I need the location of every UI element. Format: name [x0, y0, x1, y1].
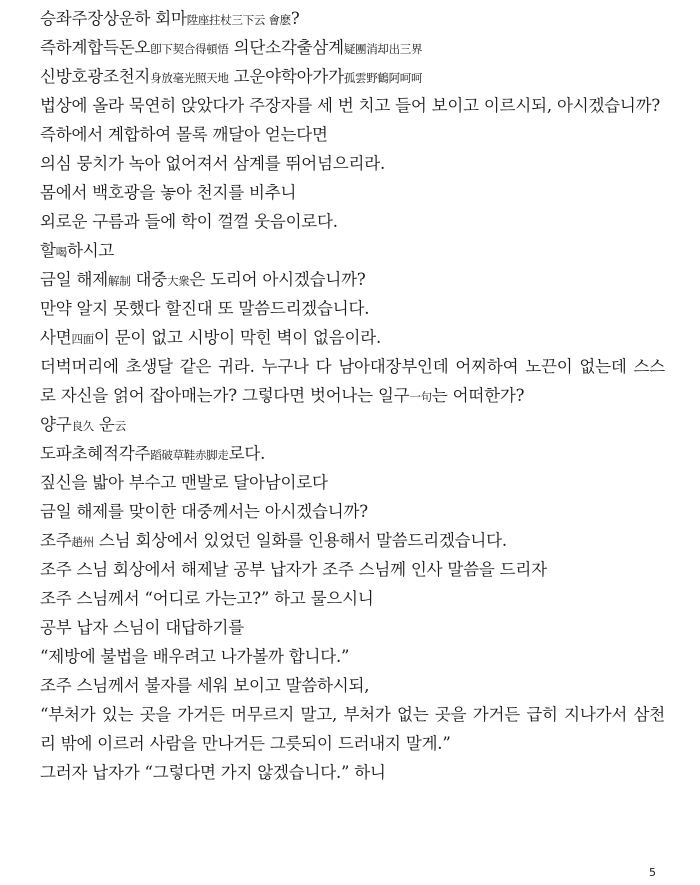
line-text: 짚신을 밟아 부수고 맨발로 달아남이로다 [40, 473, 328, 492]
line-text: 즉하계합득돈오 [40, 38, 151, 57]
document-body [40, 4, 665, 787]
line-text: 조주 스님께서 “어디로 가는고?” 하고 물으시니 [40, 589, 374, 608]
text-line [40, 497, 665, 526]
line-text: 할 [40, 241, 56, 260]
line-text: 신방호광조천지 [40, 67, 151, 86]
line-text: 금일 해제 [40, 270, 109, 289]
line-text: 은 도리어 아시겠습니까? [189, 270, 366, 289]
text-line [40, 584, 665, 613]
text-line [40, 265, 665, 294]
line-text: 금일 해제를 맞이한 대중께서는 아시겠습니까? [40, 502, 368, 521]
text-line [40, 439, 665, 468]
text-line [40, 294, 665, 323]
line-text: 대중 [130, 270, 167, 289]
text-line [40, 149, 665, 178]
text-line [40, 613, 665, 642]
hanja-annotation: 云 [114, 419, 126, 433]
line-text: “제방에 불법을 배우려고 나가볼까 합니다.” [40, 647, 350, 666]
hanja-annotation: 趙州 [71, 535, 94, 549]
hanja-annotation: 喝 [55, 245, 67, 259]
text-line [40, 323, 665, 352]
line-text: 조주 스님께서 불자를 세워 보이고 말씀하시되, [40, 676, 370, 695]
text-line [40, 207, 665, 236]
text-line [40, 642, 665, 671]
line-text: 하시고 [66, 241, 115, 260]
text-line [40, 381, 665, 410]
text-line [40, 758, 665, 787]
text-line [40, 700, 665, 729]
line-text: 승좌주장상운하 회마 [40, 9, 187, 28]
hanja-annotation: 身放毫光照天地 [150, 71, 229, 85]
line-text: 고운야학아가가 [228, 67, 344, 86]
hanja-annotation: 四面 [71, 332, 94, 346]
line-text: 는 어떠한가? [431, 386, 525, 405]
line-text: 만약 알지 못했다 할진대 또 말씀드리겠습니다. [40, 299, 370, 318]
line-text: ? [290, 9, 300, 28]
line-text: 스님 회상에서 있었던 일화를 인용해서 말씀드리겠습니다. [93, 531, 507, 550]
text-line [40, 33, 665, 62]
text-line [40, 352, 665, 381]
text-line [40, 236, 665, 265]
text-line [40, 178, 665, 207]
hanja-annotation: 卽下契合得頓悟 [150, 42, 229, 56]
line-text: 공부 납자 스님이 대답하기를 [40, 618, 245, 637]
hanja-annotation: 疑團消却出三界 [343, 42, 423, 56]
page-number: 5 [649, 866, 656, 879]
text-line [40, 410, 665, 439]
text-line [40, 526, 665, 555]
hanja-annotation: 大衆 [166, 274, 190, 288]
hanja-annotation: 良久 [71, 419, 94, 433]
line-text: 로다. [228, 444, 266, 463]
hanja-annotation: 解制 [108, 274, 131, 288]
line-text: 조주 스님 회상에서 해제날 공부 납자가 조주 스님께 인사 말씀을 드리자 [40, 560, 547, 579]
text-line [40, 671, 665, 700]
hanja-annotation: 陞座拄杖三下云 會麽 [186, 13, 291, 27]
hanja-annotation: 蹈破草鞋赤脚走 [150, 448, 229, 462]
text-line [40, 555, 665, 584]
hanja-annotation: 一句 [409, 390, 432, 404]
text-line [40, 468, 665, 497]
hanja-annotation: 孤雲野鶴阿呵呵 [343, 71, 423, 85]
line-text: 몸에서 백호광을 놓아 천지를 비추니 [40, 183, 297, 202]
line-text: 그러자 납자가 “그렇다면 가지 않겠습니다.” 하니 [40, 763, 386, 782]
text-line [40, 91, 665, 120]
line-text: 법상에 올라 묵연히 앉았다가 주장자를 세 번 치고 들어 보이고 이르시되, 아시겠습니까? [40, 96, 661, 115]
line-text: 양구 [40, 415, 72, 434]
line-text: 더벅머리에 초생달 같은 귀라. 누구나 다 남아대장부인데 어찌하여 노끈이 없는데 스스 [40, 357, 665, 376]
line-text: 외로운 구름과 들에 학이 껄껄 웃음이로다. [40, 212, 338, 231]
line-text: 로 자신을 얽어 잡아매는가? 그렇다면 벗어나는 일구 [40, 386, 410, 405]
text-line [40, 120, 665, 149]
line-text: “부처가 있는 곳을 가거든 머무르지 말고, 부처가 없는 곳을 가거든 급히 지나가서 삼천 [40, 705, 665, 724]
text-line [40, 729, 665, 758]
line-text: 이 문이 없고 시방이 막힌 벽이 없음이라. [93, 328, 382, 347]
line-text: 의단소각출삼계 [228, 38, 344, 57]
line-text: 의심 뭉치가 녹아 없어져서 삼계를 뛰어넘으리라. [40, 154, 386, 173]
line-text: 리 밖에 이르러 사람을 만나거든 그릇되이 드러내지 말게.” [40, 734, 451, 753]
line-text: 사면 [40, 328, 72, 347]
line-text: 즉하에서 계합하여 몰록 깨달아 얻는다면 [40, 125, 328, 144]
line-text: 도파초혜적각주 [40, 444, 151, 463]
text-line [40, 4, 665, 33]
text-line [40, 62, 665, 91]
line-text: 운 [93, 415, 115, 434]
line-text: 조주 [40, 531, 72, 550]
